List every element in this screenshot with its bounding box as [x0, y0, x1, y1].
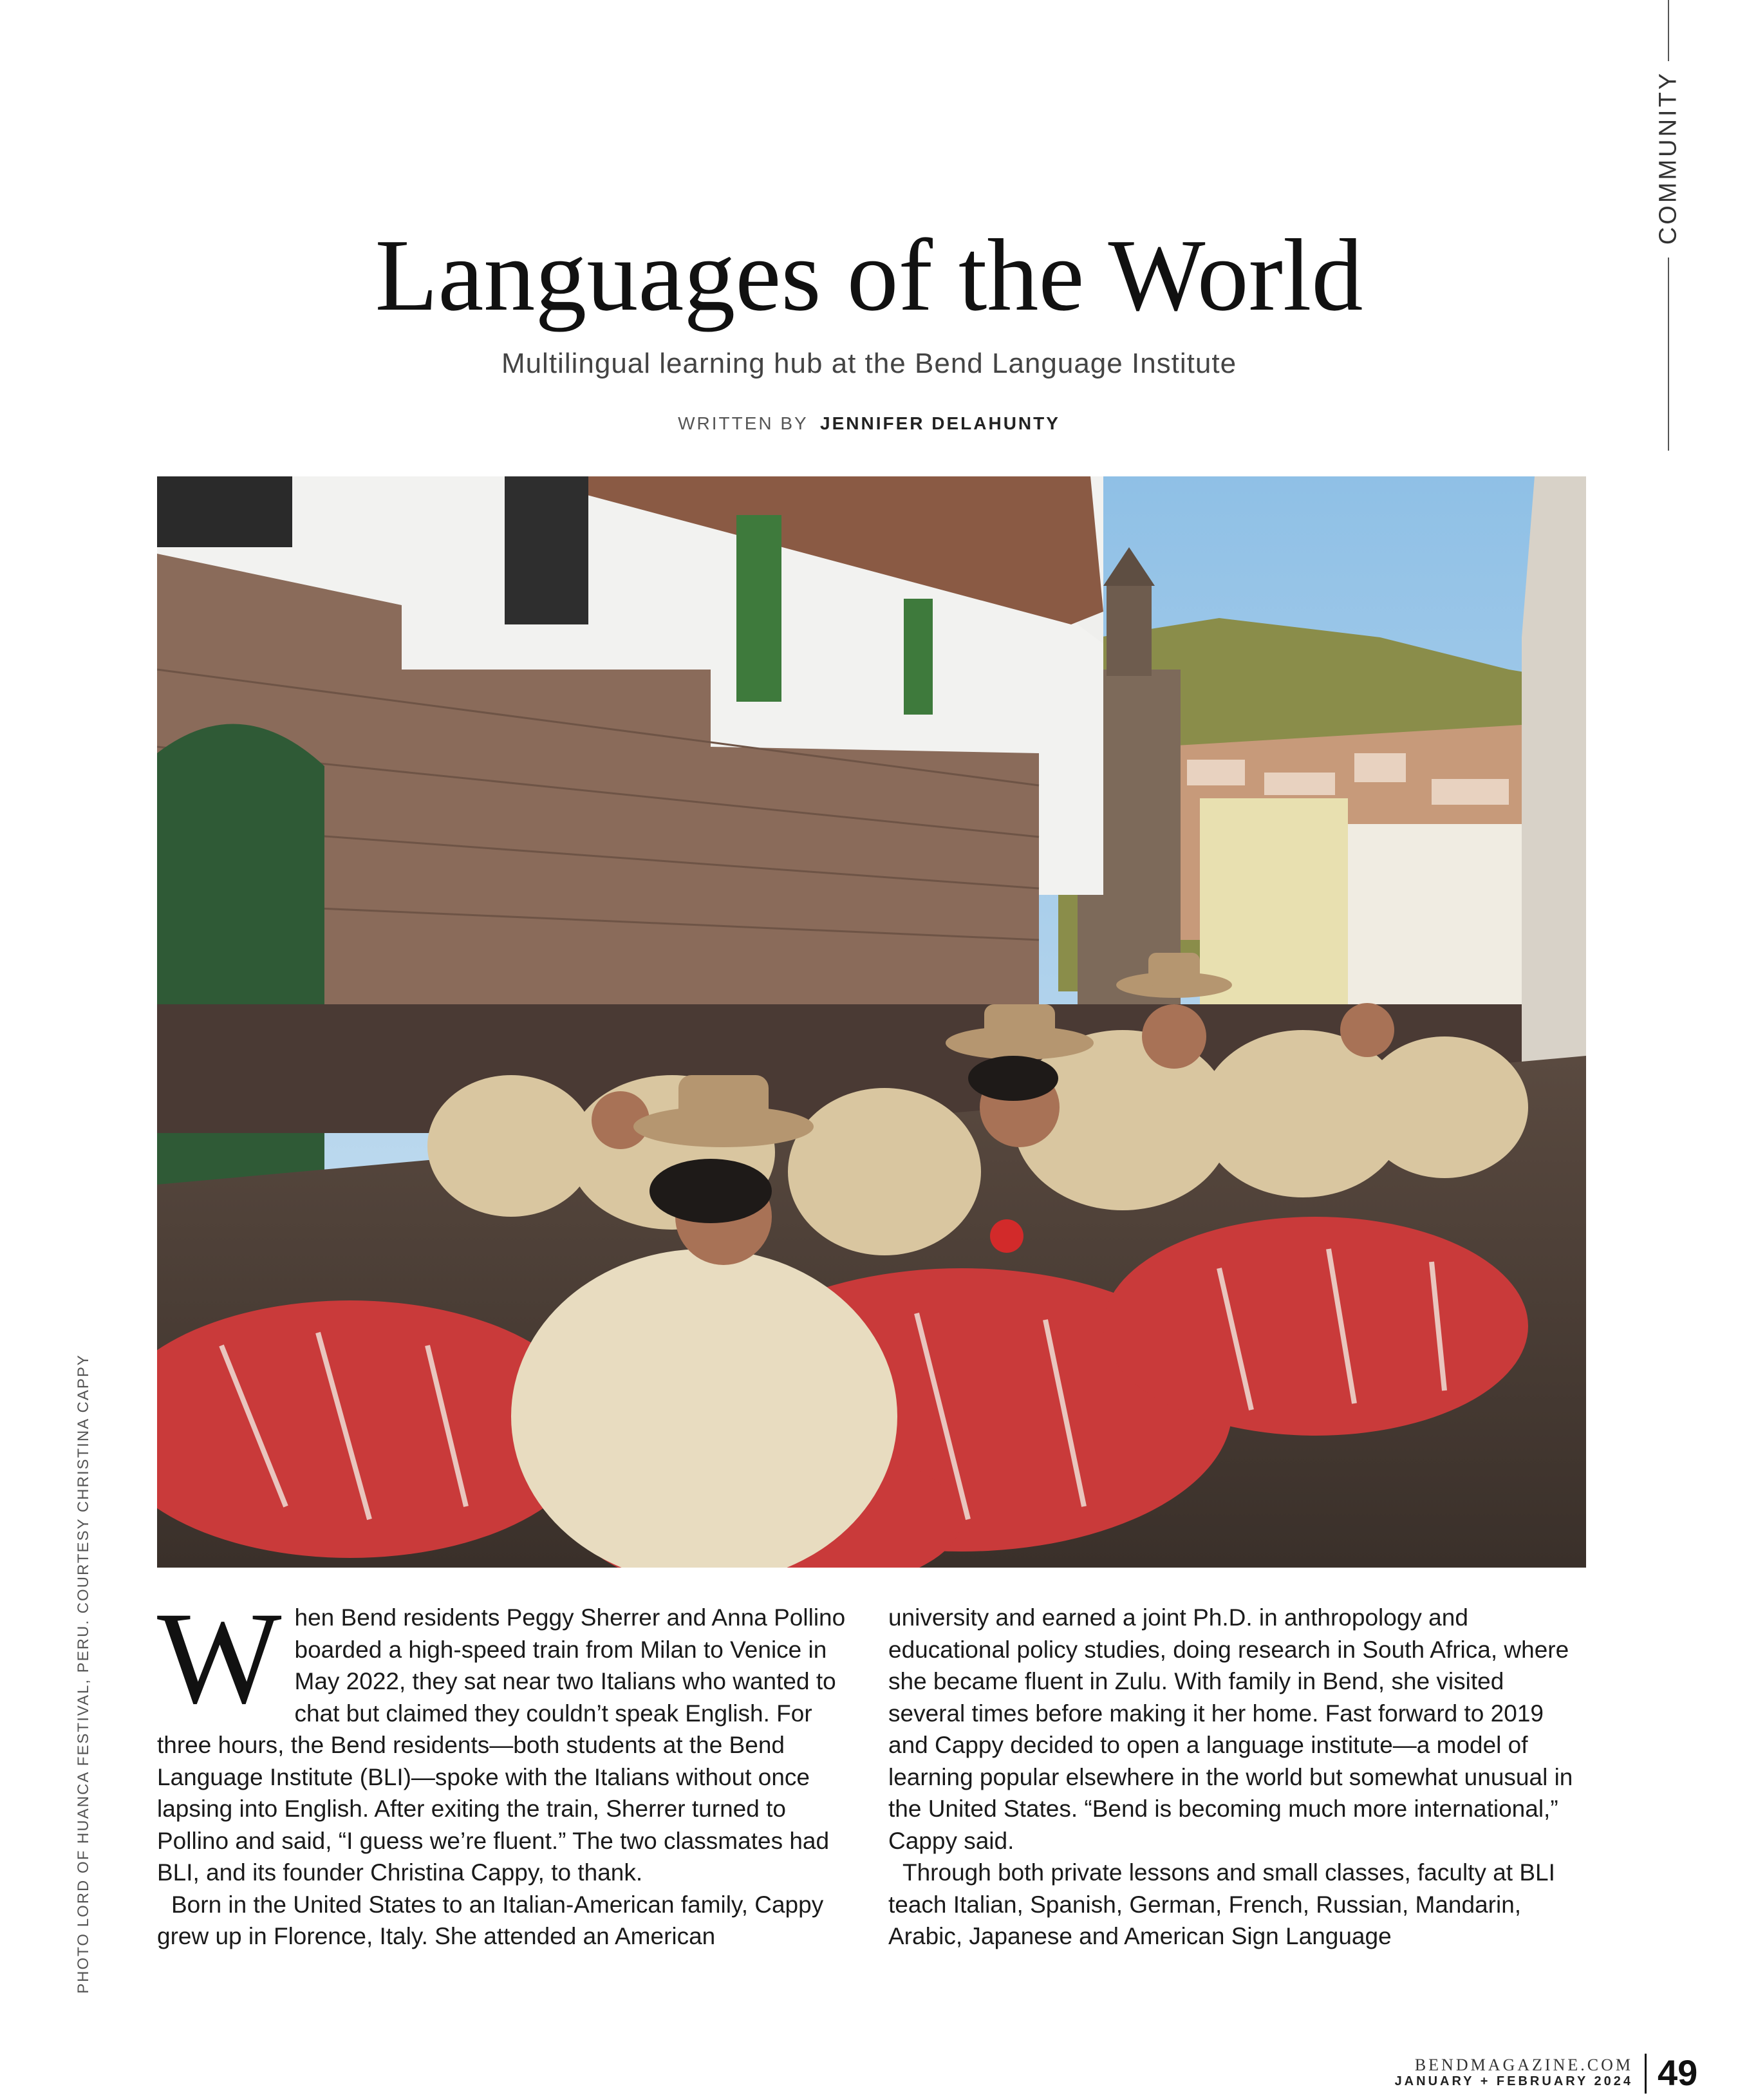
festival-photo	[157, 476, 1586, 1568]
paragraph-1	[157, 1585, 855, 1889]
paragraph-1-text: hen Bend residents Peggy Sherrer and Anna Pollino boarded a high-speed train from Milan to Venice in May 2022, they sat near two Italians who wanted to chat but claimed they couldn’t speak English. For three hours, the Bend residents—both students at the Bend Language Institute (BLI)—spoke with the Italians without once lapsing into English. After exiting the train, Sherrer turned to Pollino and said, “I guess we’re fluent.” The two classmates had BLI, and its founder Christina Cappy, to thank.	[157, 1604, 846, 1886]
byline	[0, 413, 1738, 434]
body-column-left	[157, 1585, 855, 1953]
body-column-right	[888, 1602, 1587, 1953]
photo-credit: PHOTO LORD OF HUANCA FESTIVAL, PERU. COURTESY CHRISTINA CAPPY	[75, 1354, 92, 1994]
byline-author: JENNIFER DELAHUNTY	[820, 413, 1060, 433]
footer-divider	[1645, 2054, 1647, 2094]
drop-cap: W	[157, 1585, 282, 1731]
page-number: 49	[1658, 2052, 1698, 2093]
paragraph-3: university and earned a joint Ph.D. in anthropology and educational policy studies, doing research in South Africa, where she became fluent in Zulu. With family in Bend, she visited several times before making it her home. Fast forward to 2019 and Cappy decided to open a language institute—a model of learning popular elsewhere in the world but somewhat unusual in the United States. “Bend is becoming much more international,” Cappy said.	[888, 1604, 1573, 1854]
article-subtitle: Multilingual learning hub at the Bend Language Institute	[501, 348, 1237, 379]
paragraph-2: Born in the United States to an Italian-American family, Cappy grew up in Florence, Italy. She attended an American	[157, 1891, 824, 1949]
footer-site: BENDMAGAZINE.COM	[1414, 2056, 1633, 2074]
section-rule-top	[1668, 0, 1669, 61]
section-label: COMMUNITY	[1654, 70, 1682, 245]
paragraph-4: Through both private lessons and small classes, faculty at BLI teach Italian, Spanish, German, French, Russian, Mandarin, Arabic, Japanese and American Sign Language	[888, 1859, 1555, 1949]
article-title: Languages of the World	[375, 218, 1363, 332]
festival-photo-illustration	[157, 476, 1586, 1568]
byline-prefix: WRITTEN BY	[678, 413, 808, 433]
footer-issue: JANUARY + FEBRUARY 2024	[1394, 2074, 1633, 2088]
